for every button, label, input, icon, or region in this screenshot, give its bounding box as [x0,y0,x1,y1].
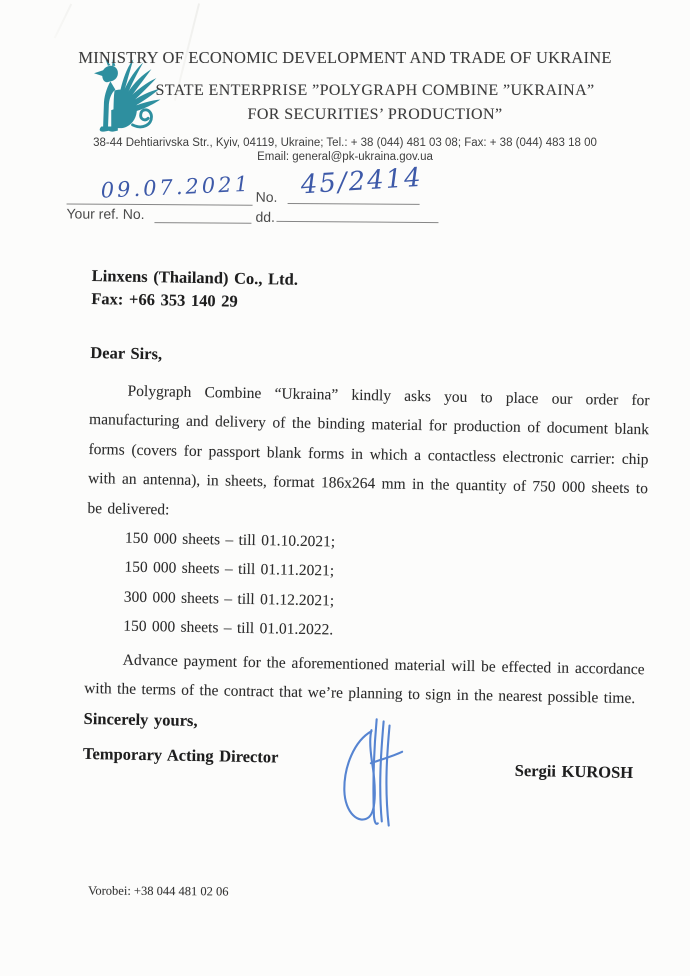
handwritten-ref-number: 45/2414 [299,162,424,201]
letter-body [81,262,652,895]
addressee-block [91,262,652,320]
salutation: Dear Sirs, [90,342,163,364]
schedule-item: 300 000 sheets – till 01.12.2021; [123,588,335,610]
delivery-schedule [123,524,647,651]
no-label: No. [255,188,278,205]
schedule-item: 150 000 sheets – till 01.10.2021; [124,529,336,551]
paragraph-payment: Advance payment for the aforementioned material will be effected in accordance with the terms of the contract that we’re planning to sign in the nearest possible time. [84,651,645,708]
addressee-name: Linxens (Thailand) Co., Ltd. [91,265,299,289]
contact-address-line: 38-44 Dehtiarivska Str., Kyiv, 04119, Ukraine; Tel.: + 38 (044) 481 03 08; Fax: + 38 (044) 483 18 00 [93,137,597,149]
number-underline [288,203,420,205]
signature-row [81,744,643,894]
dd-underline [276,221,438,223]
handwritten-date: 09.07.2021 [100,171,252,203]
paragraph-order: Polygraph Combine “Ukraina” kindly asks you to place our order for manufacturing and delivery of the binding material for production of document blank forms (covers for passport blank forms in which a contactless electronic carrier: chip with an antenna), in sheets, format 186x264 mm in the quantity of 750 000 sheets to be delivered: [87,382,650,519]
closing-phrase: Sincerely yours, [83,709,198,731]
signer-name: Sergii KUROSH [514,761,634,783]
addressee-fax: Fax: +66 353 140 29 [91,288,238,311]
enterprise-title-line1: STATE ENTERPRISE ”POLYGRAPH COMBINE ”UKRAINA” [155,82,595,99]
your-ref-underline [154,222,251,224]
your-ref-label: Your ref. No. [66,205,145,223]
schedule-item: 150 000 sheets – till 01.01.2022. [123,617,334,639]
footer-contact: Vorobei: +38 044 481 02 06 [87,883,229,899]
schedule-item: 150 000 sheets – till 01.11.2021; [124,559,335,580]
contact-email-line: Email: general@pk-ukraina.gov.ua [257,151,433,163]
reference-block [0,0,690,245]
handwritten-signature-icon [337,717,407,830]
enterprise-title-line2: FOR SECURITIES’ PRODUCTION” [247,106,503,123]
signer-title: Temporary Acting Director [82,744,279,767]
ministry-title: MINISTRY OF ECONOMIC DEVELOPMENT AND TRADE OF UKRAINE [78,48,612,67]
dd-label: dd. [255,208,276,225]
